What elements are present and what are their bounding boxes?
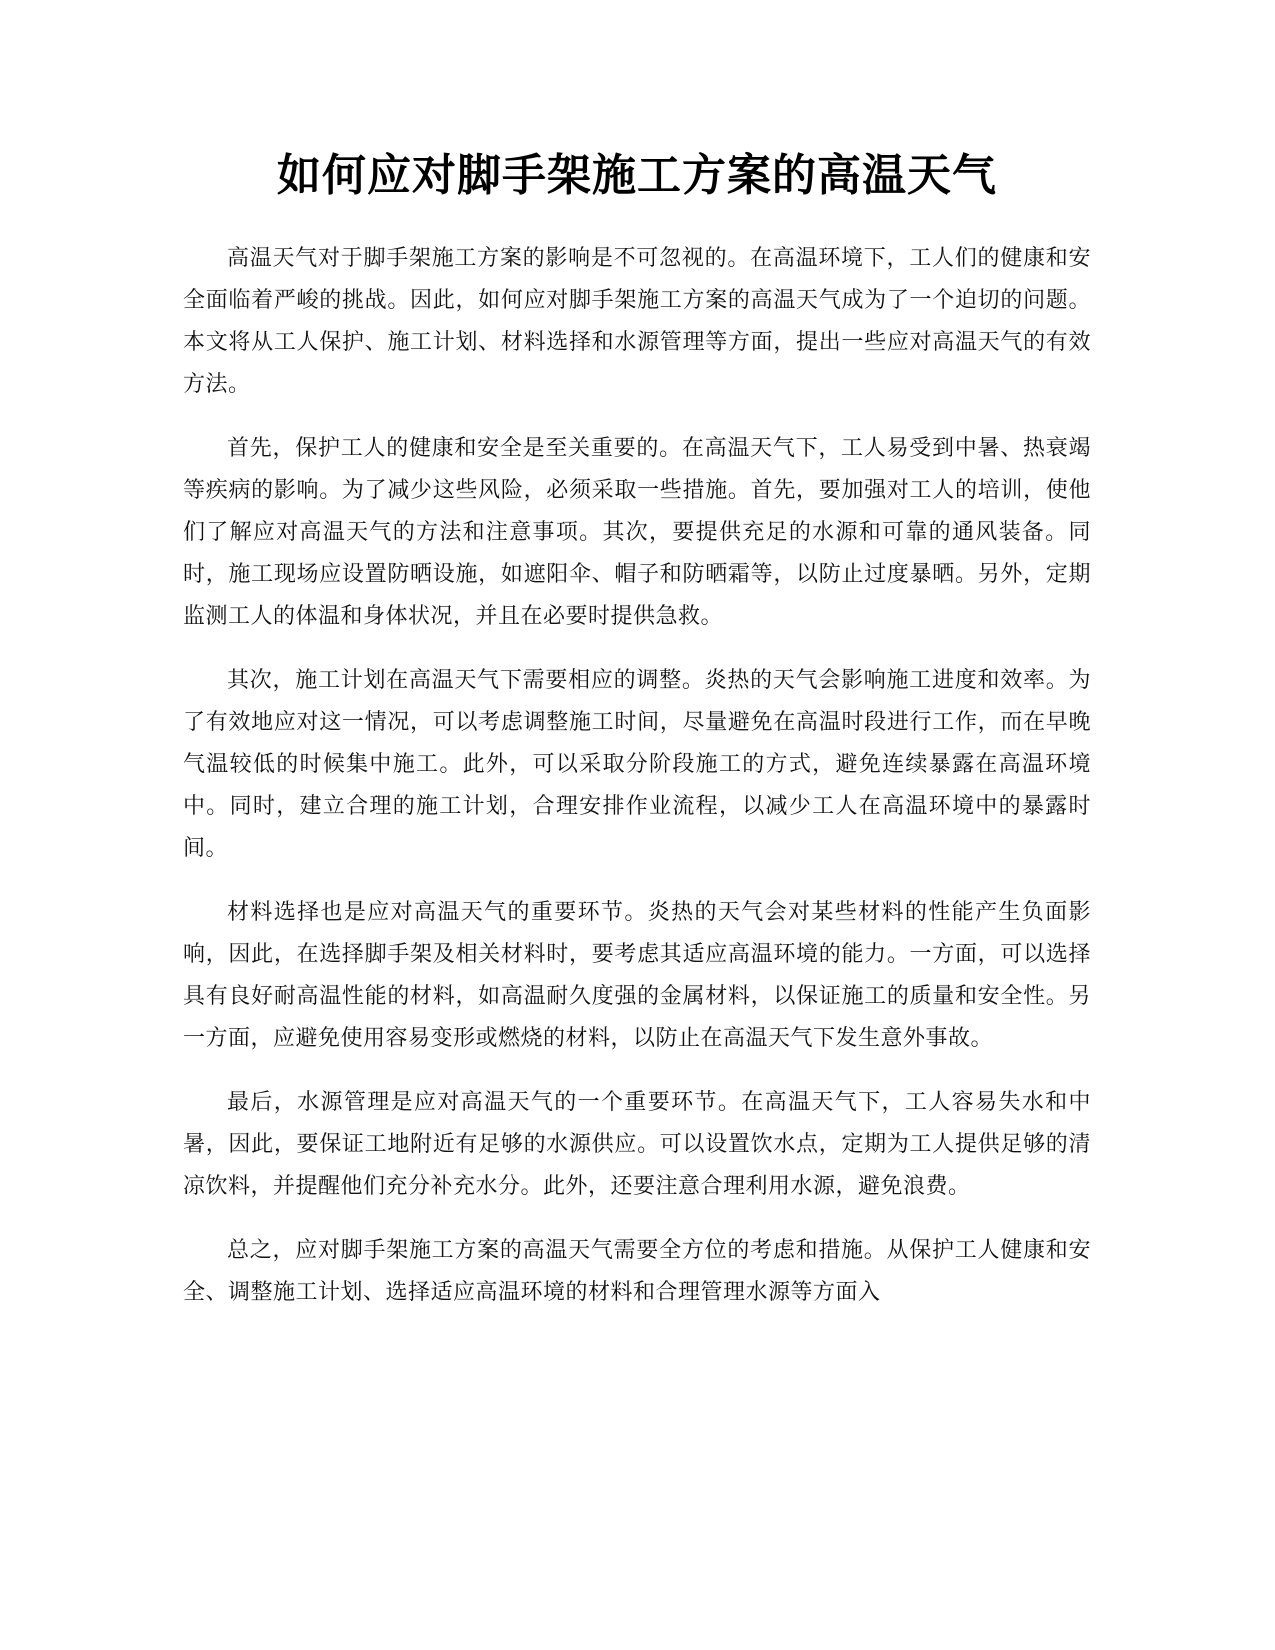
document-page	[183, 148, 1091, 1336]
paragraph-worker-protection: 首先，保护工人的健康和安全是至关重要的。在高温天气下，工人易受到中暑、热衰竭等疾病的影响。为了减少这些风险，必须采取一些措施。首先，要加强对工人的培训，使他们了解应对高温天气的方法和注意事项。其次，要提供充足的水源和可靠的通风装备。同时，施工现场应设置防晒设施，如遮阳伞、帽子和防晒霜等，以防止过度暴晒。另外，定期监测工人的体温和身体状况，并且在必要时提供急救。	[183, 436, 1091, 629]
paragraph-material-selection: 材料选择也是应对高温天气的重要环节。炎热的天气会对某些材料的性能产生负面影响，因此，在选择脚手架及相关材料时，要考虑其适应高温环境的能力。一方面，可以选择具有良好耐高温性能的材料，如高温耐久度强的金属材料，以保证施工的质量和安全性。另一方面，应避免使用容易变形或燃烧的材料，以防止在高温天气下发生意外事故。	[183, 900, 1091, 1051]
paragraph-intro: 高温天气对于脚手架施工方案的影响是不可忽视的。在高温环境下，工人们的健康和安全面临着严峻的挑战。因此，如何应对脚手架施工方案的高温天气成为了一个迫切的问题。本文将从工人保护、施工计划、材料选择和水源管理等方面，提出一些应对高温天气的有效方法。	[183, 246, 1091, 397]
paragraph-construction-plan: 其次，施工计划在高温天气下需要相应的调整。炎热的天气会影响施工进度和效率。为了有效地应对这一情况，可以考虑调整施工时间，尽量避免在高温时段进行工作，而在早晚气温较低的时候集中施工。此外，可以采取分阶段施工的方式，避免连续暴露在高温环境中。同时，建立合理的施工计划，合理安排作业流程，以减少工人在高温环境中的暴露时间。	[183, 668, 1091, 861]
paragraph-water-management: 最后，水源管理是应对高温天气的一个重要环节。在高温天气下，工人容易失水和中暑，因此，要保证工地附近有足够的水源供应。可以设置饮水点，定期为工人提供足够的清凉饮料，并提醒他们充分补充水分。此外，还要注意合理利用水源，避免浪费。	[183, 1090, 1091, 1199]
document-body	[183, 238, 1091, 1314]
document-title: 如何应对脚手架施工方案的高温天气	[277, 150, 997, 201]
paragraph-conclusion: 总之，应对脚手架施工方案的高温天气需要全方位的考虑和措施。从保护工人健康和安全、调整施工计划、选择适应高温环境的材料和合理管理水源等方面入	[183, 1238, 1091, 1305]
